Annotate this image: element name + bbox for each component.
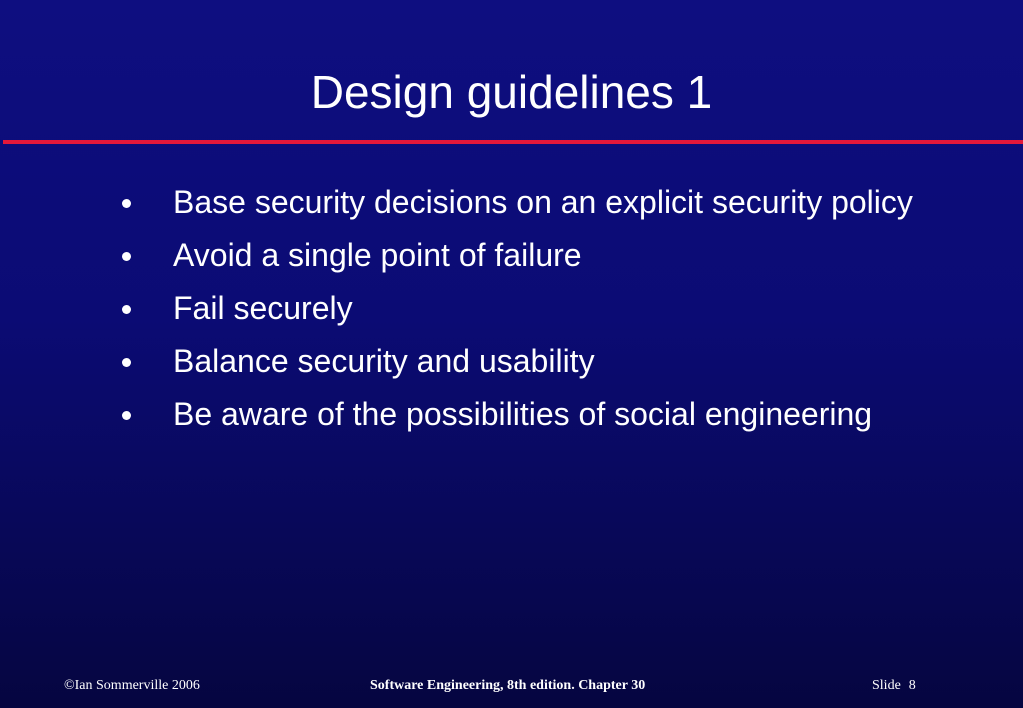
bullet-item xyxy=(118,233,918,277)
slide-label: Slide xyxy=(872,678,901,693)
bullet-dot-icon xyxy=(122,411,131,420)
bullet-item xyxy=(118,392,918,436)
bullet-text: Balance security and usability xyxy=(173,343,595,379)
bullet-text: Be aware of the possibilities of social engineering xyxy=(173,396,873,432)
bullet-text: Avoid a single point of failure xyxy=(173,237,582,273)
footer-copyright: ©Ian Sommerville 2006 xyxy=(64,678,200,693)
bullet-dot-icon xyxy=(122,252,131,261)
bullet-text: Base security decisions on an explicit security policy xyxy=(173,184,913,220)
bullet-list xyxy=(118,180,918,445)
slide-title: Design guidelines 1 xyxy=(310,66,713,118)
slide-number: 8 xyxy=(908,678,916,693)
bullet-dot-icon xyxy=(122,358,131,367)
title-divider xyxy=(3,140,1023,144)
bullet-dot-icon xyxy=(122,199,131,208)
bullet-item xyxy=(118,339,918,383)
footer-book-title: Software Engineering, 8th edition. Chapter 30 xyxy=(370,678,646,693)
bullet-text: Fail securely xyxy=(173,290,353,326)
bullet-item xyxy=(118,180,918,224)
bullet-dot-icon xyxy=(122,305,131,314)
footer-slide-number xyxy=(872,677,916,695)
bullet-item xyxy=(118,286,918,330)
